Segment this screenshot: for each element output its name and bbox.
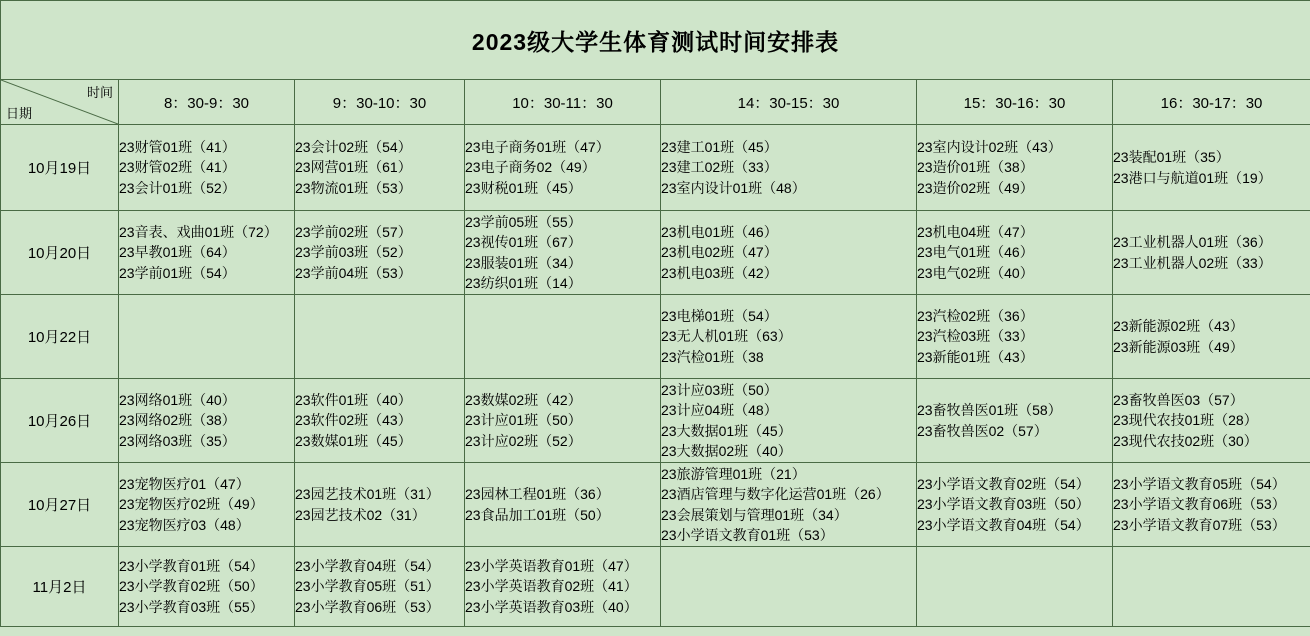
class-entry: 23计应02班（52） <box>465 432 582 449</box>
schedule-cell <box>917 125 1113 211</box>
schedule-cell <box>119 463 295 547</box>
column-header-1: 8：30-9：30 <box>119 80 295 125</box>
schedule-cell <box>295 547 465 627</box>
class-entry: 23数媒01班（45） <box>295 432 412 449</box>
class-entry: 23园艺技术02（31） <box>295 506 426 523</box>
class-entry: 23纺织01班（14） <box>465 274 582 291</box>
class-entry: 23建工01班（45） <box>661 139 778 156</box>
class-entry: 23计应04班（48） <box>661 402 778 419</box>
date-cell: 11月2日 <box>1 547 119 627</box>
class-entry: 23宠物医疗03（48） <box>119 516 250 533</box>
schedule-cell <box>1113 295 1310 379</box>
schedule-cell <box>295 379 465 463</box>
class-entry: 23小学教育01班（54） <box>119 558 264 575</box>
corner-time-label: 时间 <box>86 85 113 100</box>
schedule-cell <box>119 125 295 211</box>
class-entry: 23计应01班（50） <box>465 412 582 429</box>
class-entry: 23汽检02班（36） <box>917 308 1034 325</box>
class-entry: 23小学教育04班（54） <box>295 558 440 575</box>
date-cell: 10月22日 <box>1 295 119 379</box>
class-entry: 23视传01班（67） <box>465 234 582 251</box>
class-entry: 23食品加工01班（50） <box>465 506 610 523</box>
schedule-cell <box>295 125 465 211</box>
class-entry: 23小学语文教育03班（50） <box>917 496 1090 513</box>
schedule-cell <box>119 379 295 463</box>
column-header-2: 9：30-10：30 <box>295 80 465 125</box>
schedule-cell <box>465 379 661 463</box>
class-entry: 23小学英语教育01班（47） <box>465 558 638 575</box>
date-cell: 10月26日 <box>1 379 119 463</box>
class-entry: 23机电01班（46） <box>661 224 778 241</box>
class-entry: 23装配01班（35） <box>1113 149 1230 166</box>
class-entry: 23小学英语教育03班（40） <box>465 598 638 615</box>
title-row <box>1 1 1310 80</box>
class-entry: 23新能源02班（43） <box>1113 318 1244 335</box>
table-row <box>1 547 1310 627</box>
corner-date-label: 日期 <box>6 106 33 121</box>
class-entry: 23旅游管理01班（21） <box>661 465 806 482</box>
class-entry: 23电气01班（46） <box>917 244 1034 261</box>
class-entry: 23音表、戏曲01班（72） <box>119 224 278 241</box>
table-row <box>1 379 1310 463</box>
schedule-cell <box>917 211 1113 295</box>
class-entry: 23会展策划与管理01班（34） <box>661 506 848 523</box>
schedule-cell <box>661 547 917 627</box>
class-entry: 23机电04班（47） <box>917 224 1034 241</box>
class-entry: 23现代农技02班（30） <box>1113 432 1258 449</box>
class-entry: 23学前02班（57） <box>295 224 412 241</box>
class-entry: 23小学教育02班（50） <box>119 578 264 595</box>
class-entry: 23服装01班（34） <box>465 254 582 271</box>
table-row <box>1 211 1310 295</box>
class-entry: 23财税01班（45） <box>465 179 582 196</box>
class-entry: 23会计01班（52） <box>119 179 236 196</box>
class-entry: 23造价02班（49） <box>917 179 1034 196</box>
class-entry: 23室内设计02班（43） <box>917 139 1062 156</box>
class-entry: 23软件01班（40） <box>295 392 412 409</box>
schedule-cell <box>1113 547 1310 627</box>
class-entry: 23工业机器人01班（36） <box>1113 234 1272 251</box>
class-entry: 23大数据01班（45） <box>661 422 792 439</box>
column-header-4: 14：30-15：30 <box>661 80 917 125</box>
schedule-cell <box>917 463 1113 547</box>
schedule-cell <box>661 125 917 211</box>
date-cell: 10月19日 <box>1 125 119 211</box>
class-entry: 23汽检03班（33） <box>917 328 1034 345</box>
class-entry: 23小学教育03班（55） <box>119 598 264 615</box>
class-entry: 23小学语文教育01班（53） <box>661 526 834 543</box>
date-cell: 10月27日 <box>1 463 119 547</box>
class-entry: 23物流01班（53） <box>295 179 412 196</box>
class-entry: 23小学语文教育06班（53） <box>1113 496 1286 513</box>
class-entry: 23小学语文教育07班（53） <box>1113 516 1286 533</box>
class-entry: 23小学语文教育05班（54） <box>1113 476 1286 493</box>
class-entry: 23机电03班（42） <box>661 264 778 281</box>
class-entry: 23畜牧兽医01班（58） <box>917 402 1062 419</box>
class-entry: 23园林工程01班（36） <box>465 486 610 503</box>
class-entry: 23小学教育05班（51） <box>295 578 440 595</box>
column-header-6: 16：30-17：30 <box>1113 80 1310 125</box>
class-entry: 23学前03班（52） <box>295 244 412 261</box>
table-row <box>1 463 1310 547</box>
schedule-cell <box>1113 379 1310 463</box>
schedule-cell <box>295 463 465 547</box>
class-entry: 23现代农技01班（28） <box>1113 412 1258 429</box>
schedule-cell <box>465 125 661 211</box>
class-entry: 23酒店管理与数字化运营01班（26） <box>661 486 890 503</box>
class-entry: 23网营01班（61） <box>295 159 412 176</box>
schedule-cell <box>465 547 661 627</box>
schedule-cell <box>295 211 465 295</box>
class-entry: 23财管02班（41） <box>119 159 236 176</box>
class-entry: 23机电02班（47） <box>661 244 778 261</box>
class-entry: 23小学语文教育04班（54） <box>917 516 1090 533</box>
class-entry: 23电子商务01班（47） <box>465 139 610 156</box>
class-entry: 23园艺技术01班（31） <box>295 486 440 503</box>
class-entry: 23学前04班（53） <box>295 264 412 281</box>
class-entry: 23网络02班（38） <box>119 412 236 429</box>
class-entry: 23新能01班（43） <box>917 348 1034 365</box>
date-cell: 10月20日 <box>1 211 119 295</box>
schedule-cell <box>1113 463 1310 547</box>
class-entry: 23畜牧兽医03（57） <box>1113 392 1244 409</box>
table-row <box>1 295 1310 379</box>
class-entry: 23软件02班（43） <box>295 412 412 429</box>
schedule-cell <box>917 547 1113 627</box>
class-entry: 23小学语文教育02班（54） <box>917 476 1090 493</box>
class-entry: 23电气02班（40） <box>917 264 1034 281</box>
class-entry: 23室内设计01班（48） <box>661 179 806 196</box>
class-entry: 23计应03班（50） <box>661 381 778 398</box>
schedule-cell <box>465 463 661 547</box>
schedule-cell <box>917 295 1113 379</box>
class-entry: 23宠物医疗02班（49） <box>119 496 264 513</box>
class-entry: 23造价01班（38） <box>917 159 1034 176</box>
class-entry: 23工业机器人02班（33） <box>1113 254 1272 271</box>
schedule-cell <box>295 295 465 379</box>
schedule-cell <box>661 463 917 547</box>
class-entry: 23电子商务02（49） <box>465 159 596 176</box>
column-header-3: 10：30-11：30 <box>465 80 661 125</box>
page-title: 2023级大学生体育测试时间安排表 <box>1 1 1310 80</box>
class-entry: 23电梯01班（54） <box>661 308 778 325</box>
class-entry: 23无人机01班（63） <box>661 328 792 345</box>
schedule-cell <box>917 379 1113 463</box>
corner-header <box>1 80 119 125</box>
schedule-cell <box>661 295 917 379</box>
schedule-cell <box>661 379 917 463</box>
class-entry: 23大数据02班（40） <box>661 442 792 459</box>
schedule-cell <box>119 295 295 379</box>
class-entry: 23港口与航道01班（19） <box>1113 169 1272 186</box>
schedule-cell <box>119 547 295 627</box>
schedule-cell <box>119 211 295 295</box>
class-entry: 23早教01班（64） <box>119 244 236 261</box>
class-entry: 23宠物医疗01（47） <box>119 476 250 493</box>
class-entry: 23学前01班（54） <box>119 264 236 281</box>
class-entry: 23新能源03班（49） <box>1113 338 1244 355</box>
class-entry: 23小学英语教育02班（41） <box>465 578 638 595</box>
schedule-cell <box>661 211 917 295</box>
class-entry: 23网络01班（40） <box>119 392 236 409</box>
class-entry: 23网络03班（35） <box>119 432 236 449</box>
class-entry: 23数媒02班（42） <box>465 392 582 409</box>
schedule-cell <box>465 211 661 295</box>
class-entry: 23会计02班（54） <box>295 139 412 156</box>
class-entry: 23汽检01班（38 <box>661 348 764 365</box>
class-entry: 23建工02班（33） <box>661 159 778 176</box>
column-header-5: 15：30-16：30 <box>917 80 1113 125</box>
class-entry: 23畜牧兽医02（57） <box>917 422 1048 439</box>
schedule-cell <box>1113 125 1310 211</box>
class-entry: 23小学教育06班（53） <box>295 598 440 615</box>
class-entry: 23财管01班（41） <box>119 139 236 156</box>
table-row <box>1 125 1310 211</box>
schedule-cell <box>465 295 661 379</box>
header-row <box>1 80 1310 125</box>
class-entry: 23学前05班（55） <box>465 213 582 230</box>
schedule-cell <box>1113 211 1310 295</box>
